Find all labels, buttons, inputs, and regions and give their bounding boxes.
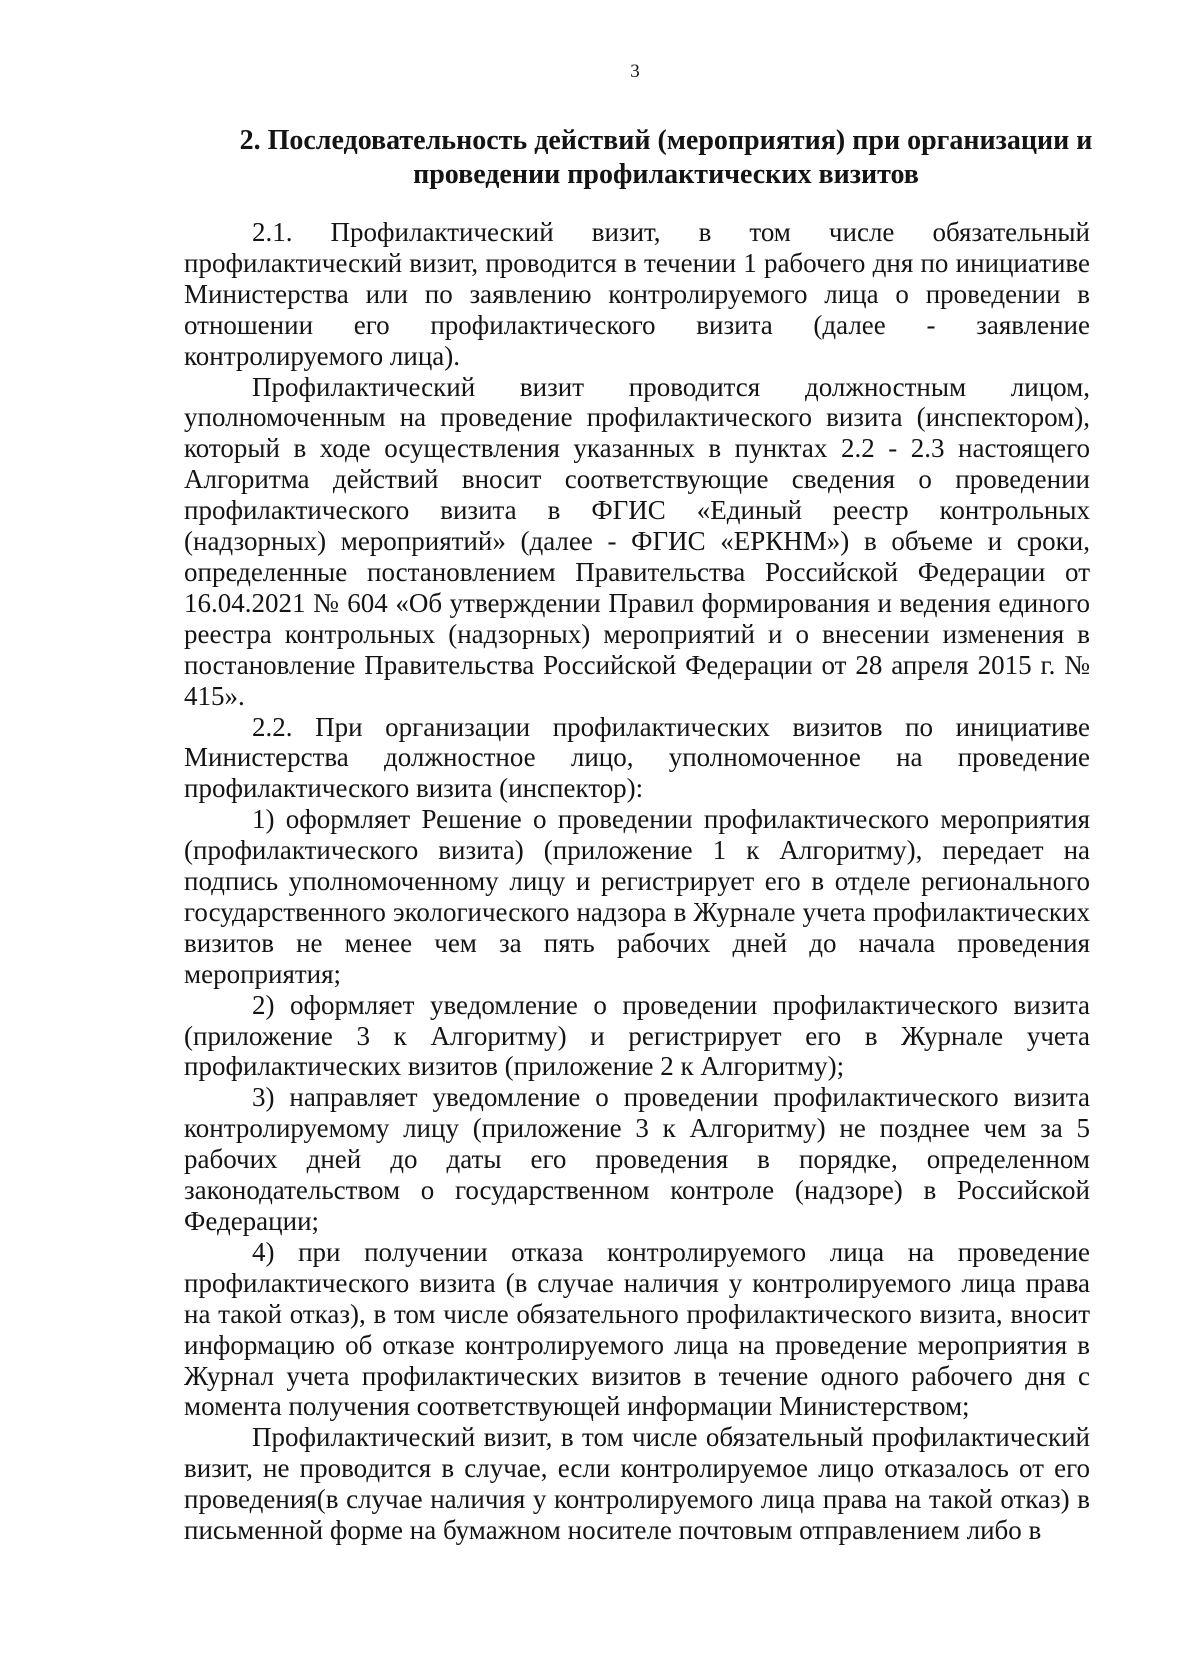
list-item-2: 2) оформляет уведомление о проведении профилактического визита (приложение 3 к Алгоритму) и регистрирует его в Журнале учета профилактических визитов (приложение 2 к Алгоритму);: [184, 989, 1090, 1082]
document-body: [184, 217, 1090, 1546]
paragraph-2-2: 2.2. При организации профилактических визитов по инициативе Министерства должностное лицо, уполномоченное на проведение профилактического визита (инспектор):: [184, 711, 1090, 804]
list-item-3: 3) направляет уведомление о проведении профилактического визита контролируемому лицу (приложение 3 к Алгоритму) не позднее чем за 5 рабочих дней до даты его проведения в порядке, определенном законодательством о государственном контроле (надзоре) в Российской Федерации;: [184, 1082, 1090, 1236]
paragraph-visit-conduct: Профилактический визит проводится должностным лицом, уполномоченным на проведение профилактического визита (инспектором), который в ходе осуществления указанных в пунктах 2.2 - 2.3 настоящего Алгоритма действий вносит соответствующие сведения о проведении профилактического визита в ФГИС «Единый реестр контрольных (надзорных) мероприятий» (далее - ФГИС «ЕРКНМ») в объеме и сроки, определенные постановлением Правительства Российской Федерации от 16.04.2021 № 604 «Об утверждении Правил формирования и ведения единого реестра контрольных (надзорных) мероприятий и о внесении изменения в постановление Правительства Российской Федерации от 28 апреля 2015 г. № 415».: [184, 371, 1090, 711]
list-item-4: 4) при получении отказа контролируемого лица на проведение профилактического визита (в случае наличия у контролируемого лица права на такой отказ), в том числе обязательного профилактического визита, вносит информацию об отказе контролируемого лица на проведение мероприятия в Журнал учета профилактических визитов в течение одного рабочего дня с момента получения соответствующей информации Министерством;: [184, 1236, 1090, 1422]
list-item-1: 1) оформляет Решение о проведении профилактического мероприятия (профилактического визита) (приложение 1 к Алгоритму), передает на подпись уполномоченному лицу и регистрирует его в отделе регионального государственного экологического надзора в Журнале учета профилактических визитов не менее чем за пять рабочих дней до начала проведения мероприятия;: [184, 804, 1090, 989]
paragraph-visit-refusal: Профилактический визит, в том числе обязательный профилактический визит, не проводится в случае, если контролируемое лицо отказалось от его проведения(в случае наличия у контролируемого лица права на такой отказ) в письменной форме на бумажном носителе почтовым отправлением либо в: [184, 1422, 1090, 1546]
section-heading: [228, 124, 1104, 192]
paragraph-2-1: 2.1. Профилактический визит, в том числе обязательный профилактический визит, проводится в течении 1 рабочего дня по инициативе Министерства или по заявлению контролируемого лица о проведении в отношении его профилактического визита (далее - заявление контролируемого лица).: [184, 217, 1090, 371]
page-number: 3: [630, 61, 640, 82]
section-heading-line-2: проведении профилактических визитов: [413, 159, 919, 190]
section-heading-line-1: 2. Последовательность действий (мероприятия) при организации и: [239, 125, 1093, 156]
